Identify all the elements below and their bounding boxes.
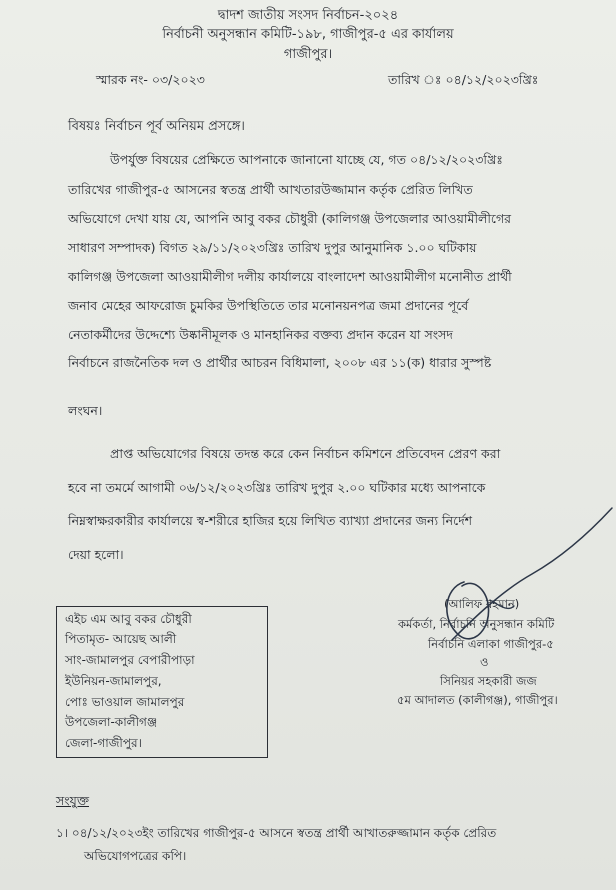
recipient-district: জেলা-গাজীপুর। [65, 736, 142, 750]
office-location: গাজীপুর। [283, 47, 333, 62]
enclosure-heading: সংযুক্ত [56, 793, 89, 808]
signatory-title: সিনিয়র সহকারী জজ [440, 674, 537, 688]
paragraph-line: কালিগঞ্জ উপজেলা আওয়ামীলীগ দলীয় কার্যালয়ে বাংলাদেশ আওয়ামীলীগ মনোনীত প্রার্থী [68, 269, 512, 284]
signatory-designation: কর্মকর্তা, নির্বাচনি অনুসন্ধান কমিটি [398, 617, 555, 631]
paragraph-line: হবে না তমর্মে আগামী ০৬/১২/২০২৩খ্রিঃ তারিখ দুপুর ২.০০ ঘটিকার মধ্যে আপনাকে [68, 480, 486, 495]
signatory-conjunction: ও [480, 655, 489, 669]
signatory-name: (আলিফ রহমান) [444, 597, 520, 611]
enclosure-item-continued: অভিযোগপত্রের কপি। [84, 849, 187, 863]
memo-number: স্মারক নং- ০৩/২০২৩ [96, 72, 205, 87]
paragraph-line: অভিযোগে দেখা যায় যে, আপনি আবু বকর চৌধুরী (কালিগঞ্জ উপজেলার আওয়ামীলীগের [68, 211, 512, 226]
paragraph-line: জনাব মেহের আফরোজ চুমকির উপস্থিতিতে তার মনোনয়নপত্র জমা প্রদানের পূর্বে [68, 298, 469, 313]
enclosure-item: ১। ০৪/১২/২০২৩ইং তারিখের গাজীপুর-৫ আসনে স্বতন্ত্র প্রার্থী আখাতরুজ্জামান কর্তৃক প্রেরিত [56, 826, 497, 840]
paragraph-line: তারিখের গাজীপুর-৫ আসনের স্বতন্ত্র প্রার্থী আখতারউজ্জামান কর্তৃক প্রেরিত লিখিত [68, 182, 473, 197]
recipient-post-office: পোঃ ভাওয়াল জামালপুর [65, 695, 185, 709]
memo-date: তারিখ ঃ ০৪/১২/২০২৩খ্রিঃ [388, 72, 539, 87]
paragraph-line: প্রাপ্ত অভিযোগের বিষয়ে তদন্ত করে কেন নির্বাচন কমিশনে প্রতিবেদন প্রেরণ করা [110, 446, 501, 461]
signatory-court: ৫ম আদালত (কালীগঞ্জ), গাজীপুর। [397, 693, 558, 707]
paragraph-line: নিম্নস্বাক্ষরকারীর কার্যালয়ে স্ব-শরীরে হাজির হয়ে লিখিত ব্যাখ্যা প্রদানের জন্য নির্দেশ [68, 513, 473, 528]
paragraph-line: নির্বাচনে রাজনৈতিক দল ও প্রার্থীর আচরন বিধিমালা, ২০০৮ এর ১১(ক) ধারার সুস্পষ্ট [68, 355, 492, 370]
subject-line: বিষয়ঃ নির্বাচন পূর্ব অনিয়ম প্রসঙ্গে। [68, 119, 245, 134]
recipient-father: পিতামৃত- আয়েছ আলী [65, 632, 177, 646]
committee-title: নির্বাচনী অনুসন্ধান কমিটি-১৯৮, গাজীপুর-৫ এর কার্যালয় [162, 27, 454, 42]
recipient-village: সাং-জামালপুর বেপারীপাড়া [65, 653, 195, 667]
recipient-name: এইচ এম আবু বকর চৌধুরী [65, 612, 192, 626]
recipient-upazila: উপজেলা-কালীগঞ্জ [65, 715, 158, 729]
paragraph-line: নেতাকর্মীদের উদ্দেশ্যে উষ্কানীমূলক ও মানহানিকর বক্তব্য প্রদান করেন যা সংসদ [68, 327, 453, 342]
paragraph-line: উপর্যুক্ত বিষয়ের প্রেক্ষিতে আপনাকে জানানো যাচ্ছে যে, গত ০৪/১২/২০২৩খ্রিঃ [110, 152, 503, 167]
election-title: দ্বাদশ জাতীয় সংসদ নির্বাচন-২০২৪ [217, 8, 399, 23]
paragraph-line: দেয়া হলো। [68, 547, 124, 562]
paragraph-line: সাধারণ সম্পাদক) বিগত ২৯/১১/২০২৩খ্রিঃ তারিখ দুপুর আনুমানিক ১.০০ ঘটিকায় [68, 240, 477, 255]
paragraph-line: লংঘন। [68, 403, 103, 418]
signatory-area: নির্বাচনি এলাকা গাজীপুর-৫ [428, 637, 554, 651]
recipient-union: ইউনিয়ন-জামালপুর, [65, 674, 162, 688]
